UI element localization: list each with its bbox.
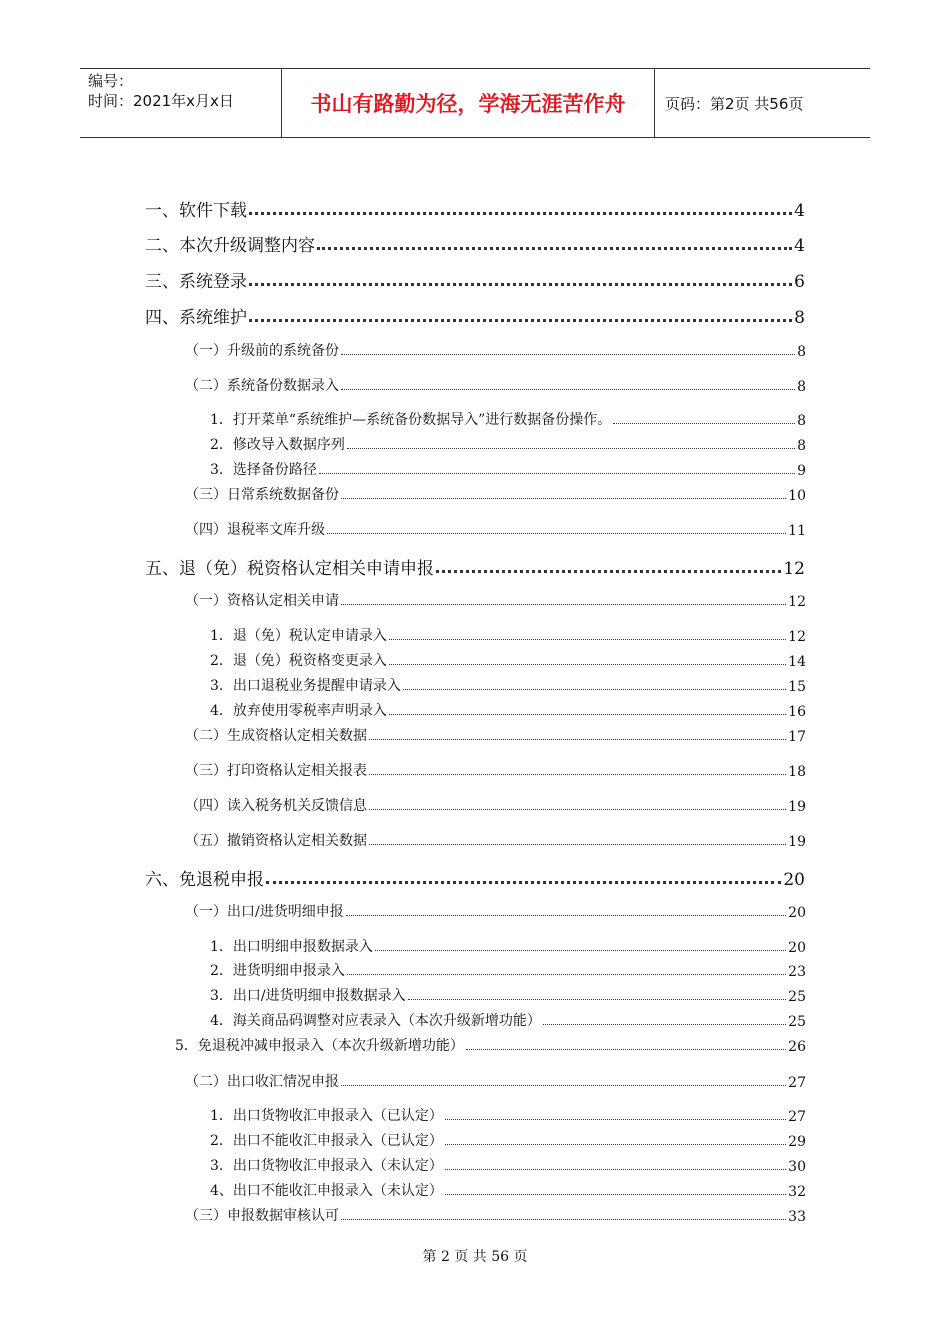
toc-entry[interactable]: [210, 1105, 806, 1125]
toc-entry[interactable]: [210, 650, 806, 670]
toc-entry-title: （一）出口/进货明细申报: [185, 904, 344, 920]
toc-entry-title: 二、本次升级调整内容: [145, 236, 315, 256]
toc-dot-leader: [369, 844, 786, 845]
toc-entry[interactable]: [210, 434, 806, 454]
toc-entry[interactable]: [145, 555, 805, 579]
toc-entry-page: 27: [788, 1075, 806, 1091]
toc-dot-leader: [249, 212, 792, 215]
toc-entry-page: 19: [788, 799, 806, 815]
toc-dot-leader: [436, 570, 781, 573]
toc-entry[interactable]: [145, 232, 805, 256]
toc-entry[interactable]: [145, 197, 805, 221]
header-meta: [80, 69, 282, 137]
toc-entry-title: 2．退（免）税资格变更录入: [210, 653, 387, 669]
toc-entry[interactable]: [145, 866, 805, 890]
toc-dot-leader: [347, 974, 786, 975]
toc-entry-page: 20: [788, 905, 806, 921]
toc-entry[interactable]: [145, 304, 805, 328]
toc-entry[interactable]: [210, 1010, 806, 1030]
page-header: [80, 68, 870, 138]
toc-entry-title: （三）打印资格认定相关报表: [185, 763, 367, 779]
toc-entry[interactable]: [185, 1071, 806, 1091]
toc-dot-leader: [346, 915, 786, 916]
toc-entry-page: 12: [788, 594, 806, 610]
toc-dot-leader: [408, 999, 787, 1000]
toc-entry-page: 8: [794, 308, 805, 328]
toc-entry-title: （二）系统备份数据录入: [185, 378, 339, 394]
toc-entry-page: 12: [783, 559, 805, 579]
toc-entry[interactable]: [145, 268, 805, 292]
toc-entry-page: 29: [788, 1134, 806, 1150]
toc-entry-page: 25: [788, 1014, 806, 1030]
toc-dot-leader: [347, 448, 795, 449]
toc-dot-leader: [341, 389, 795, 390]
toc-dot-leader: [375, 950, 786, 951]
toc-entry-title: 1．出口明细申报数据录入: [210, 939, 373, 955]
toc-entry[interactable]: [185, 340, 806, 360]
toc-entry[interactable]: [185, 725, 806, 745]
toc-dot-leader: [317, 247, 792, 250]
toc-entry-page: 8: [797, 438, 806, 454]
toc-entry-page: 32: [788, 1184, 806, 1200]
toc-entry[interactable]: [210, 675, 806, 695]
toc-entry-title: （二）生成资格认定相关数据: [185, 728, 367, 744]
toc-entry[interactable]: [185, 484, 806, 504]
toc-entry-page: 8: [797, 413, 806, 429]
toc-entry-page: 10: [788, 488, 806, 504]
toc-entry[interactable]: [185, 1205, 806, 1225]
toc-entry-page: 25: [788, 989, 806, 1005]
document-number-label: 编号：: [88, 72, 134, 90]
toc-entry-title: 1．出口货物收汇申报录入（已认定）: [210, 1108, 443, 1124]
toc-dot-leader: [445, 1169, 786, 1170]
page-footer: 第 2 页 共 56 页: [422, 1249, 528, 1265]
toc-entry-page: 16: [788, 704, 806, 720]
toc-dot-leader: [249, 283, 792, 286]
toc-dot-leader: [389, 714, 786, 715]
toc-entry[interactable]: [210, 1180, 806, 1200]
toc-entry-page: 4: [794, 236, 805, 256]
toc-entry-title: 六、免退税申报: [145, 870, 264, 890]
toc-entry-title: 2．出口不能收汇申报录入（已认定）: [210, 1133, 443, 1149]
toc-entry-title: （二）出口收汇情况申报: [185, 1074, 339, 1090]
toc-entry-title: 1．退（免）税认定申请录入: [210, 628, 387, 644]
toc-entry[interactable]: [175, 1035, 806, 1055]
toc-dot-leader: [319, 473, 795, 474]
toc-entry-title: 1．打开菜单“系统维护—系统备份数据导入”进行数据备份操作。: [210, 412, 612, 428]
toc-dot-leader: [445, 1194, 786, 1195]
toc-entry-title: （四）读入税务机关反馈信息: [185, 798, 367, 814]
toc-dot-leader: [249, 319, 792, 322]
toc-entry-page: 11: [788, 523, 806, 539]
toc-entry-page: 19: [788, 834, 806, 850]
toc-entry-title: 5．免退税冲减申报录入（本次升级新增功能）: [175, 1038, 464, 1054]
toc-entry-title: 4．海关商品码调整对应表录入（本次升级新增功能）: [210, 1013, 541, 1029]
toc-entry-page: 17: [788, 729, 806, 745]
toc-entry-page: 23: [788, 964, 806, 980]
toc-entry-title: 3．出口货物收汇申报录入（未认定）: [210, 1158, 443, 1174]
toc-dot-leader: [369, 774, 786, 775]
toc-entry-page: 18: [788, 764, 806, 780]
toc-entry-page: 14: [788, 654, 806, 670]
toc-dot-leader: [341, 604, 786, 605]
toc-entry-page: 30: [788, 1159, 806, 1175]
toc-entry-page: 26: [788, 1039, 806, 1055]
toc-entry[interactable]: [210, 960, 806, 980]
toc-entry-title: 四、系统维护: [145, 308, 247, 328]
toc-dot-leader: [266, 881, 781, 884]
toc-entry-title: 3．出口退税业务提醒申请录入: [210, 678, 401, 694]
toc-entry[interactable]: [210, 1130, 806, 1150]
toc-entry-title: 2．进货明细申报录入: [210, 963, 345, 979]
toc-dot-leader: [389, 664, 786, 665]
toc-entry-title: 3．出口/进货明细申报数据录入: [210, 988, 406, 1004]
toc-entry[interactable]: [210, 409, 806, 429]
toc-entry[interactable]: [185, 830, 806, 850]
toc-entry-page: 9: [797, 463, 806, 479]
toc-entry-title: （三）申报数据审核认可: [185, 1208, 339, 1224]
toc-entry[interactable]: [210, 985, 806, 1005]
toc-entry[interactable]: [210, 936, 806, 956]
toc-entry[interactable]: [185, 795, 806, 815]
toc-entry-title: （三）日常系统数据备份: [185, 487, 339, 503]
toc-entry-title: 2．修改导入数据序列: [210, 437, 345, 453]
toc-dot-leader: [341, 354, 795, 355]
toc-entry[interactable]: [210, 1155, 806, 1175]
toc-entry-page: 8: [797, 344, 806, 360]
toc-entry-page: 20: [783, 870, 805, 890]
toc-entry-page: 27: [788, 1109, 806, 1125]
toc-dot-leader: [389, 639, 786, 640]
toc-entry[interactable]: [185, 901, 806, 921]
toc-entry-title: 3．选择备份路径: [210, 462, 317, 478]
toc-dot-leader: [466, 1049, 786, 1050]
toc-entry-title: 4、出口不能收汇申报录入（未认定）: [210, 1183, 443, 1199]
toc-entry-title: （五）撤销资格认定相关数据: [185, 833, 367, 849]
toc-entry[interactable]: [185, 760, 806, 780]
toc-entry-page: 8: [797, 379, 806, 395]
toc-entry-page: 33: [788, 1209, 806, 1225]
toc-dot-leader: [445, 1144, 786, 1145]
toc-entry[interactable]: [185, 519, 806, 539]
toc-entry-page: 4: [794, 201, 805, 221]
header-page-number: 页码：第2页 共56页: [665, 94, 804, 113]
toc-entry-title: 一、软件下载: [145, 201, 247, 221]
toc-dot-leader: [341, 1219, 786, 1220]
toc-entry-page: 20: [788, 940, 806, 956]
toc-dot-leader: [543, 1024, 786, 1025]
toc-entry-page: 6: [794, 272, 805, 292]
toc-entry-title: 4．放弃使用零税率声明录入: [210, 703, 387, 719]
toc-dot-leader: [613, 423, 795, 424]
toc-entry[interactable]: [210, 625, 806, 645]
toc-dot-leader: [445, 1119, 786, 1120]
toc-entry-page: 15: [788, 679, 806, 695]
toc-entry-title: （一）资格认定相关申请: [185, 593, 339, 609]
toc-entry[interactable]: [185, 590, 806, 610]
toc-entry-title: （一）升级前的系统备份: [185, 343, 339, 359]
toc-entry[interactable]: [210, 700, 806, 720]
toc-entry-page: 12: [788, 629, 806, 645]
toc-dot-leader: [341, 498, 786, 499]
toc-dot-leader: [369, 809, 786, 810]
document-time: 时间：2021年x月x日: [88, 92, 234, 110]
toc-entry-title: （四）退税率文库升级: [185, 522, 325, 538]
toc-dot-leader: [369, 739, 786, 740]
header-motto: 书山有路勤为径，学海无涯苦作舟: [282, 69, 655, 137]
toc-entry-title: 五、退（免）税资格认定相关申请申报: [145, 559, 434, 579]
toc-entry[interactable]: [210, 459, 806, 479]
toc-entry-title: 三、系统登录: [145, 272, 247, 292]
toc-dot-leader: [341, 1085, 786, 1086]
toc-entry[interactable]: [185, 375, 806, 395]
toc-dot-leader: [327, 533, 786, 534]
toc-dot-leader: [403, 689, 786, 690]
